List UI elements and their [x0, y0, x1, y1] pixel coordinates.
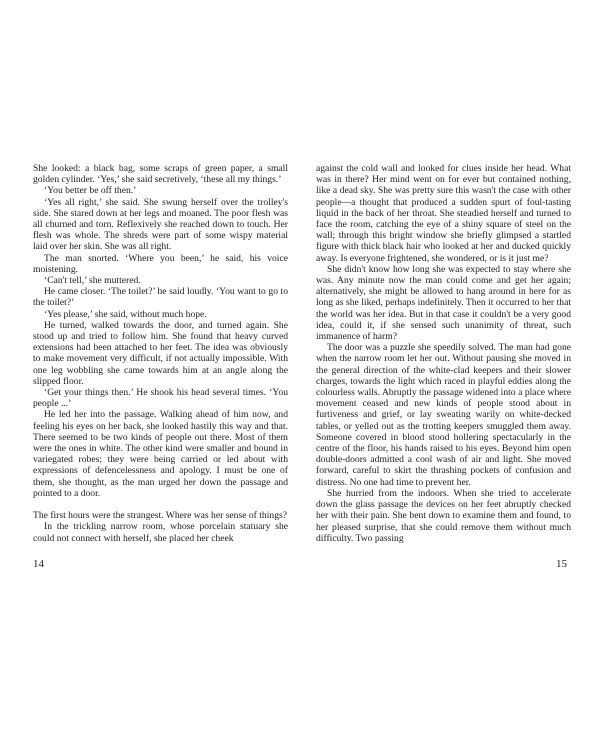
- paragraph: She looked: a black bag, some scraps of green paper, a small golden cylinder. ‘Yes,’ she said secretively, ‘these all my things.’: [33, 163, 288, 186]
- left-page-text: [33, 163, 288, 544]
- page-number-right: 15: [556, 558, 567, 570]
- paragraph: He turned, walked towards the door, and turned again. She stood up and tried to follow him. She found that heavy curved extensions had been attached to her feet. The idea was obviously to make movement very difficult, if not actually impossible. With one leg wobbling she came towards him at an angle along the slipped floor.: [33, 319, 288, 387]
- paragraph: ‘Can't tell,’ she muttered.: [44, 275, 141, 287]
- paragraph: ‘Get your things then.’ He shook his head several times. ‘You people ...’: [33, 387, 288, 410]
- paragraph: ‘You better be off then.’: [44, 185, 137, 197]
- right-page-text: [316, 163, 571, 544]
- paragraph: The man snorted. ‘Where you been,’ he said, his voice moistening.: [33, 252, 288, 275]
- paragraph: She hurried from the indoors. When she tried to accelerate down the glass passage the devices on her feet abruptly checked her with their pain. She bent down to examine them and found, to her pleased surprise, that she could remove them without much difficulty. Two passing: [316, 487, 571, 544]
- paragraph: He led her into the passage. Walking ahead of him now, and feeling his eyes on her back, she looked hastily this way and that. There seemed to be two kinds of people out there. Most of them were the ones in white. The other kind were smaller and bound in variegated robes; they were being carried or led about with expressions of defencelessness and apology. I must be one of them, she thought, as the man urged her down the passage and pointed to a door.: [33, 409, 288, 499]
- paragraph: against the cold wall and looked for clues inside her head. What was in there? Her mind went on for ever but contained nothing, like a dead sky. She was pretty sure this wasn't the case with other people—a thought that produced a sudden spurt of foul-tasting liquid in the back of her throat. She steadied herself and turned to face the room, catching the eye of a shiny square of steel on the wall; through this bright window she briefly glimpsed a startled figure with thick black hair who looked at her and ducked quickly away. Is everyone frightened, she wondered, or is it just me?: [316, 163, 571, 264]
- page-number-left: 14: [33, 558, 44, 570]
- paragraph: ‘Yes all right,’ she said. She swung herself over the trolley's side. She stared down at her legs and moaned. The poor flesh was all churned and torn. Reflexively she reached down to touch. Her flesh was whole. The shreds were part of some wispy material laid over her skin. She was all right.: [33, 196, 288, 253]
- paragraph: The door was a puzzle she speedily solved. The man had gone when the narrow room let her out. Without pausing she moved in the general direction of the white-clad keepers and their slower charges, towards the light which raced in playful eddies along the colourless walls. Abruptly the passage widened into a place where movement ceased and new kinds of people stood about in furtiveness and grief, or lay sweating warily on white-decked tables, or yelled out as the trotting keepers smuggled them away. Someone covered in blood stood hollering spectacularly in the centre of the floor, his hands raised to his eyes. Beyond him open double-doors admitted a cool wash of air and light. She moved forward, careful to skirt the thrashing pockets of confusion and distress. No one had time to prevent her.: [316, 342, 571, 488]
- paragraph: In the trickling narrow room, whose porcelain statuary she could not connect with herself, she placed her cheek: [33, 521, 288, 544]
- paragraph: She didn't know how long she was expected to stay where she was. Any minute now the man could come and get her again; alternatively, she might be allowed to hang around in here for as long as she liked, perhaps indefinitely. Then it occurred to her that the world was her idea. But in that case it couldn't be a very good idea, could it, if she sensed such unanimity of threat, such immanence of harm?: [316, 263, 571, 343]
- paragraph: ‘Yes please,’ she said, without much hope.: [44, 308, 207, 320]
- paragraph: The first hours were the strangest. Where was her sense of things?: [33, 510, 287, 522]
- paragraph: He came closer. ‘The toilet?’ he said loudly. ‘You want to go to the toilet?’: [33, 286, 288, 309]
